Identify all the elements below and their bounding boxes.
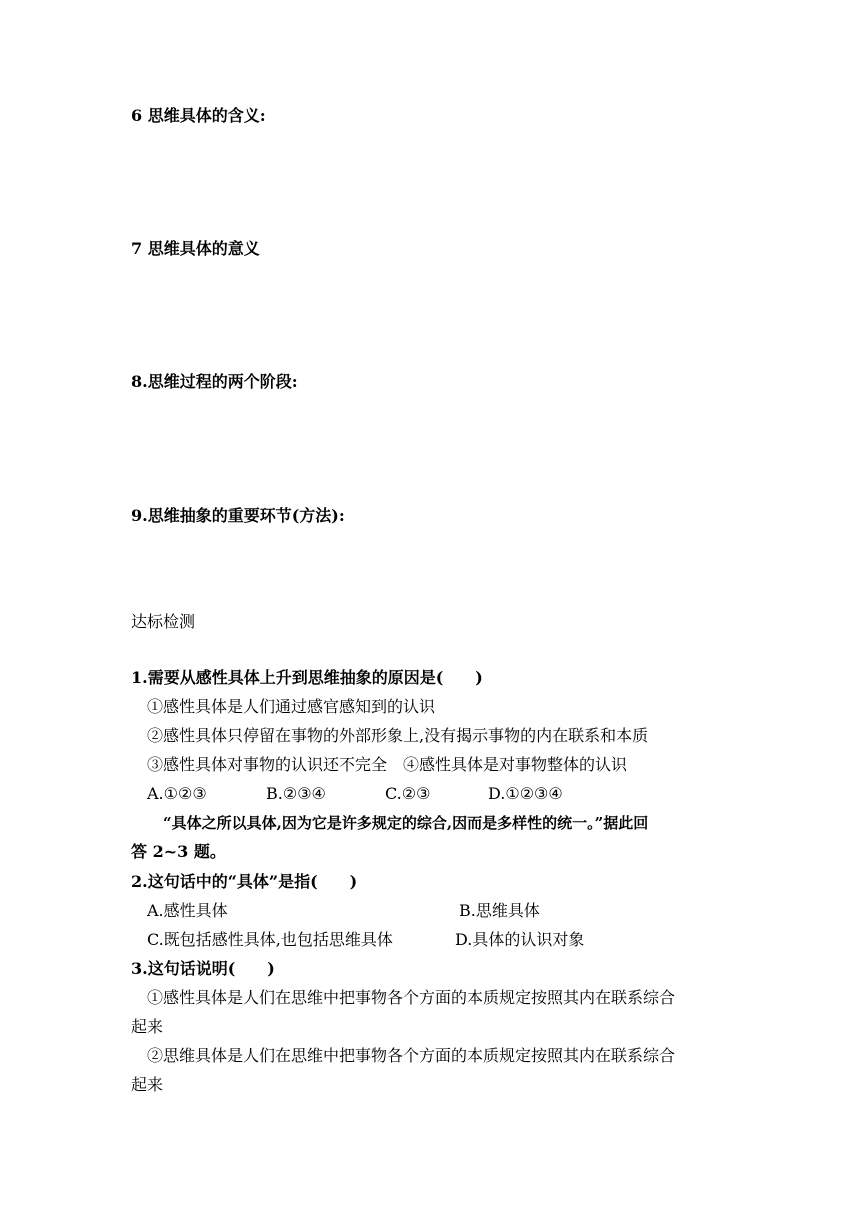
section-title: 达标检测 [131, 612, 196, 631]
q3-item-2: ②思维具体是人们在思维中把事物各个方面的本质规定按照其内在联系综合 [147, 1046, 676, 1065]
outline-q8: 8.思维过程的两个阶段: [131, 372, 298, 391]
q2-option-a: A.感性具体 [147, 901, 228, 920]
q1-item-1: ①感性具体是人们通过感官感知到的认识 [147, 697, 436, 716]
q1-option-a: A.①②③ [147, 784, 207, 803]
q2-option-c: C.既包括感性具体,也包括思维具体 [147, 930, 393, 949]
q1-option-b: B.②③④ [266, 784, 326, 803]
q3-stem: 3.这句话说明( ) [131, 959, 275, 978]
q2-option-d: D.具体的认识对象 [455, 930, 585, 949]
q3-item-1-cont: 起来 [131, 1017, 164, 1036]
q1-item-3: ③感性具体对事物的认识还不完全 ④感性具体是对事物整体的认识 [147, 755, 628, 774]
q1-option-d: D.①②③④ [488, 784, 563, 803]
quote-line-1: “具体之所以具体,因为它是许多规定的综合,因而是多样性的统一。”据此回 [163, 814, 649, 832]
q1-stem: 1.需要从感性具体上升到思维抽象的原因是( ) [131, 668, 483, 687]
quote-line-2: 答 2~3 题。 [131, 842, 226, 861]
q3-item-2-cont: 起来 [131, 1075, 164, 1094]
outline-q9: 9.思维抽象的重要环节(方法): [131, 506, 345, 525]
q2-stem: 2.这句话中的“具体”是指( ) [131, 872, 358, 891]
outline-q7: 7 思维具体的意义 [131, 239, 260, 258]
q1-item-2: ②感性具体只停留在事物的外部形象上,没有揭示事物的内在联系和本质 [147, 726, 649, 745]
q2-option-b: B.思维具体 [459, 901, 540, 920]
q1-option-c: C.②③ [385, 784, 431, 803]
q3-item-1: ①感性具体是人们在思维中把事物各个方面的本质规定按照其内在联系综合 [147, 988, 676, 1007]
outline-q6: 6 思维具体的含义: [131, 106, 266, 125]
